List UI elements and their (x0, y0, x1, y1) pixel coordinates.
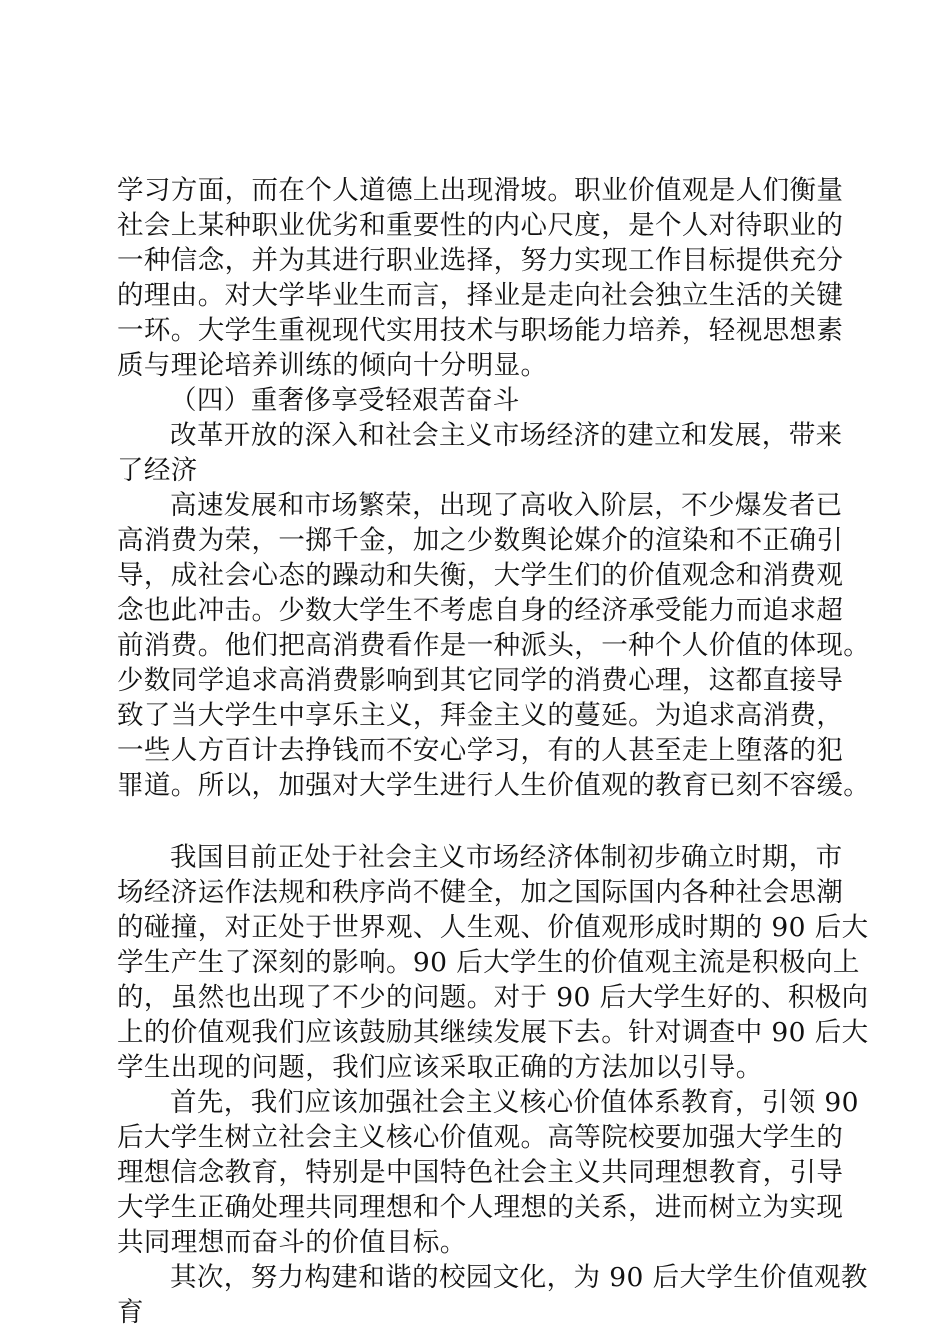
text-line: 后大学生树立社会主义核心价值观。高等院校要加强大学生的 (117, 1122, 844, 1153)
text-line: 上的价值观我们应该鼓励其继续发展下去。针对调查中 90 后大 (117, 1017, 869, 1048)
text-line: 学生产生了深刻的影响。90 后大学生的价值观主流是积极向上 (117, 947, 860, 978)
text-line: 的理由。对大学毕业生而言，择业是走向社会独立生活的关键 (117, 280, 844, 311)
text-line: 一种信念，并为其进行职业选择，努力实现工作目标提供充分 (117, 245, 844, 276)
text-line: 其次，努力构建和谐的校园文化，为 90 后大学生价值观教 (170, 1262, 868, 1293)
text-line: 的，虽然也出现了不少的问题。对于 90 后大学生好的、积极向 (117, 982, 869, 1013)
text-line: 高速发展和市场繁荣，出现了高收入阶层，不少爆发者已 (170, 490, 843, 521)
text-line: 改革开放的深入和社会主义市场经济的建立和发展，带来 (170, 420, 843, 451)
text-line: 导，成社会心态的躁动和失衡，大学生们的价值观念和消费观 (117, 560, 844, 591)
text-line: 理想信念教育，特别是中国特色社会主义共同理想教育，引导 (117, 1157, 844, 1188)
text-line: 了经济 (117, 455, 198, 486)
text-line: 前消费。他们把高消费看作是一种派头，一种个人价值的体现。 (117, 630, 871, 661)
text-line: 我国目前正处于社会主义市场经济体制初步确立时期，市 (170, 842, 843, 873)
text-line: 高消费为荣，一掷千金，加之少数舆论媒介的渲染和不正确引 (117, 525, 844, 556)
text-line: 场经济运作法规和秩序尚不健全，加之国际国内各种社会思潮 (117, 877, 844, 908)
text-line: 育 (117, 1297, 144, 1328)
text-line: 首先，我们应该加强社会主义核心价值体系教育，引领 90 (170, 1087, 859, 1118)
text-line: 少数同学追求高消费影响到其它同学的消费心理，这都直接导 (117, 665, 844, 696)
text-line: 大学生正确处理共同理想和个人理想的关系，进而树立为实现 (117, 1192, 844, 1223)
text-line: 质与理论培养训练的倾向十分明显。 (117, 350, 548, 381)
text-line: 社会上某种职业优劣和重要性的内心尺度，是个人对待职业的 (117, 210, 844, 241)
text-line: 一些人方百计去挣钱而不安心学习，有的人甚至走上堕落的犯 (117, 735, 844, 766)
text-line: 念也此冲击。少数大学生不考虑自身的经济承受能力而追求超 (117, 595, 844, 626)
section-heading: （四）重奢侈享受轻艰苦奋斗 (170, 385, 520, 416)
text-line: 一环。大学生重视现代实用技术与职场能力培养，轻视思想素 (117, 315, 844, 346)
text-line: 共同理想而奋斗的价值目标。 (117, 1227, 467, 1258)
text-line: 学生出现的问题，我们应该采取正确的方法加以引导。 (117, 1052, 763, 1083)
text-line: 的碰撞，对正处于世界观、人生观、价值观形成时期的 90 后大 (117, 912, 869, 943)
text-line: 致了当大学生中享乐主义，拜金主义的蔓延。为追求高消费， (117, 700, 844, 731)
text-line: 罪道。所以，加强对大学生进行人生价值观的教育已刻不容缓。 (117, 770, 871, 801)
text-line: 学习方面，而在个人道德上出现滑坡。职业价值观是人们衡量 (117, 175, 844, 206)
